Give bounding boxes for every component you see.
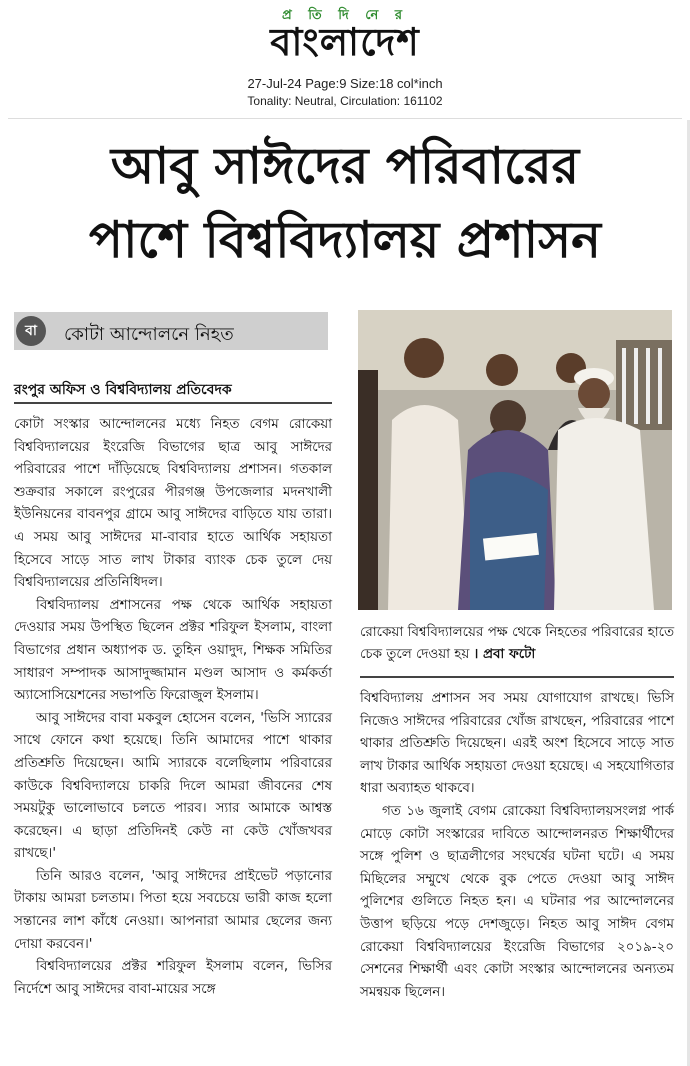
clipping-meta-date: 27-Jul-24 Page:9 Size:18 col*inch bbox=[247, 76, 443, 91]
section-tag-label: কোটা আন্দোলনে নিহত bbox=[64, 324, 234, 345]
photo-caption-text: রোকেয়া বিশ্ববিদ্যালয়ের পক্ষ থেকে নিহতের পরিবারের হাতে চেক তুলে দেওয়া হয় bbox=[360, 625, 674, 662]
section-tag-badge: বা bbox=[16, 316, 46, 346]
divider bbox=[8, 118, 682, 119]
paragraph: বিশ্ববিদ্যালয় প্রশাসনের পক্ষ থেকে আর্থিক সহায়তা দেওয়ার সময় উপস্থিত ছিলেন প্রক্টর শরিফুল ইসলাম, বাংলা বিভাগের প্রধান অধ্যাপক ড. তুহিন ওয়াদুদ, শিক্ষক সমিতির সাধারণ সম্পাদক আসাদুজ্জামান মণ্ডল আসাদ ও কর্মকর্তা অ্যাসোসিয়েশনের সভাপতি ফিরোজুল ইসলাম। bbox=[14, 597, 332, 704]
paragraph: তিনি আরও বলেন, 'আবু সাঈদের প্রাইভেট পড়ানোর টাকায় আমরা চলতাম। পিতা হয়ে সবচেয়ে ভারী কাজ হলো সন্তানের লাশ কাঁধে নেওয়া। আপনারা আমার ছেলের জন্য দোয়া করবেন।' bbox=[14, 868, 332, 952]
divider bbox=[14, 402, 332, 404]
article-column-right bbox=[360, 688, 674, 1004]
photo-credit: । প্রবা ফটো bbox=[473, 647, 536, 662]
byline: রংপুর অফিস ও বিশ্ববিদ্যালয় প্রতিবেদক bbox=[14, 382, 232, 398]
photo-caption bbox=[360, 622, 674, 666]
article-column-left bbox=[14, 414, 332, 1001]
headline-line-2: পাশে বিশ্ববিদ্যালয় প্রশাসন bbox=[89, 210, 601, 269]
headline-line-1: আবু সাঈদের পরিবারের bbox=[110, 136, 580, 195]
masthead-logo: বাংলাদেশ bbox=[270, 20, 420, 64]
paragraph: কোটা সংস্কার আন্দোলনের মধ্যে নিহত বেগম রোকেয়া বিশ্ববিদ্যালয়ের ইংরেজি বিভাগের ছাত্র আবু সাঈদের পরিবারের পাশে দাঁড়িয়েছে বিশ্ববিদ্যালয় প্রশাসন। গতকাল শুক্রবার সকালে রংপুরের পীরগঞ্জ উপজেলার মদনখালী ইউনিয়নের বাবনপুর গ্রামে আবু সাঈদের বাড়িতে যায় তারা। এ সময় আবু সাঈদের মা-বাবার হাতে আর্থিক সহায়তা হিসেবে সাড়ে সাত লাখ টাকার ব্যাংক চেক তুলে দেয় বিশ্ববিদ্যালয়ের প্রতিনিধিদল। bbox=[14, 417, 332, 591]
masthead-tagline: প্র তি দি নে র bbox=[281, 8, 408, 23]
paragraph: গত ১৬ জুলাই বেগম রোকেয়া বিশ্ববিদ্যালয়সংলগ্ন পার্ক মোড়ে কোটা সংস্কারের দাবিতে আন্দোলনরত শিক্ষার্থীদের সঙ্গে পুলিশ ও ছাত্রলীগের সংঘর্ষের ঘটনা ঘটে। এ সময় মিছিলের সম্মুখে থেকে বুক পেতে দেওয়া আবু সাঈদ পুলিশের গুলিতে নিহত হন। এ ঘটনার পর আন্দোলনের উত্তাপ ছড়িয়ে পড়ে দেশজুড়ে। নিহত আবু সাঈদ বেগম রোকেয়া বিশ্ববিদ্যালয়ের ইংরেজি বিভাগের ২০১৯-২০ সেশনের শিক্ষার্থী এবং কোটা সংস্কার আন্দোলনের অন্যতম সমন্বয়ক ছিলেন। bbox=[360, 803, 674, 1000]
paragraph: বিশ্ববিদ্যালয় প্রশাসন সব সময় যোগাযোগ রাখছে। ভিসি নিজেও সাঈদের পরিবারের খোঁজ রাখছেন, পরিবারের পাশে থাকার প্রতিশ্রুতি দিয়েছেন। এরই অংশ হিসেবে সাড়ে সাত লাখ টাকার আর্থিক সহায়তা দেওয়া হয়েছে। এ সহযোগিতার ধারা অব্যাহত থাকবে। bbox=[360, 691, 674, 797]
clipping-meta-tonality: Tonality: Neutral, Circulation: 161102 bbox=[247, 94, 443, 108]
paragraph: আবু সাঈদের বাবা মকবুল হোসেন বলেন, 'ভিসি স্যারের সাথে ফোনে কথা হয়েছে। তিনি আমাদের পাশে থাকার প্রতিশ্রুতি দিয়েছেন। আমি স্যারকে বলেছিলাম পরিবারের কাউকে বিশ্ববিদ্যালয়ে চাকরি দিলে আমরা জীবনের শেষ সময়টুকু ভালোভাবে চলতে পারব। স্যার আমাকে আশ্বস্ত করেছেন। এ ছাড়া প্রতিদিনই কেউ না কেউ খোঁজখবর রাখছে।' bbox=[14, 710, 332, 862]
divider bbox=[360, 676, 674, 678]
paragraph: বিশ্ববিদ্যালয়ের প্রক্টর শরিফুল ইসলাম বলেন, ভিসির নির্দেশে আবু সাঈদের বাবা-মায়ের সঙ্গে bbox=[14, 959, 332, 997]
news-photo bbox=[358, 310, 672, 610]
